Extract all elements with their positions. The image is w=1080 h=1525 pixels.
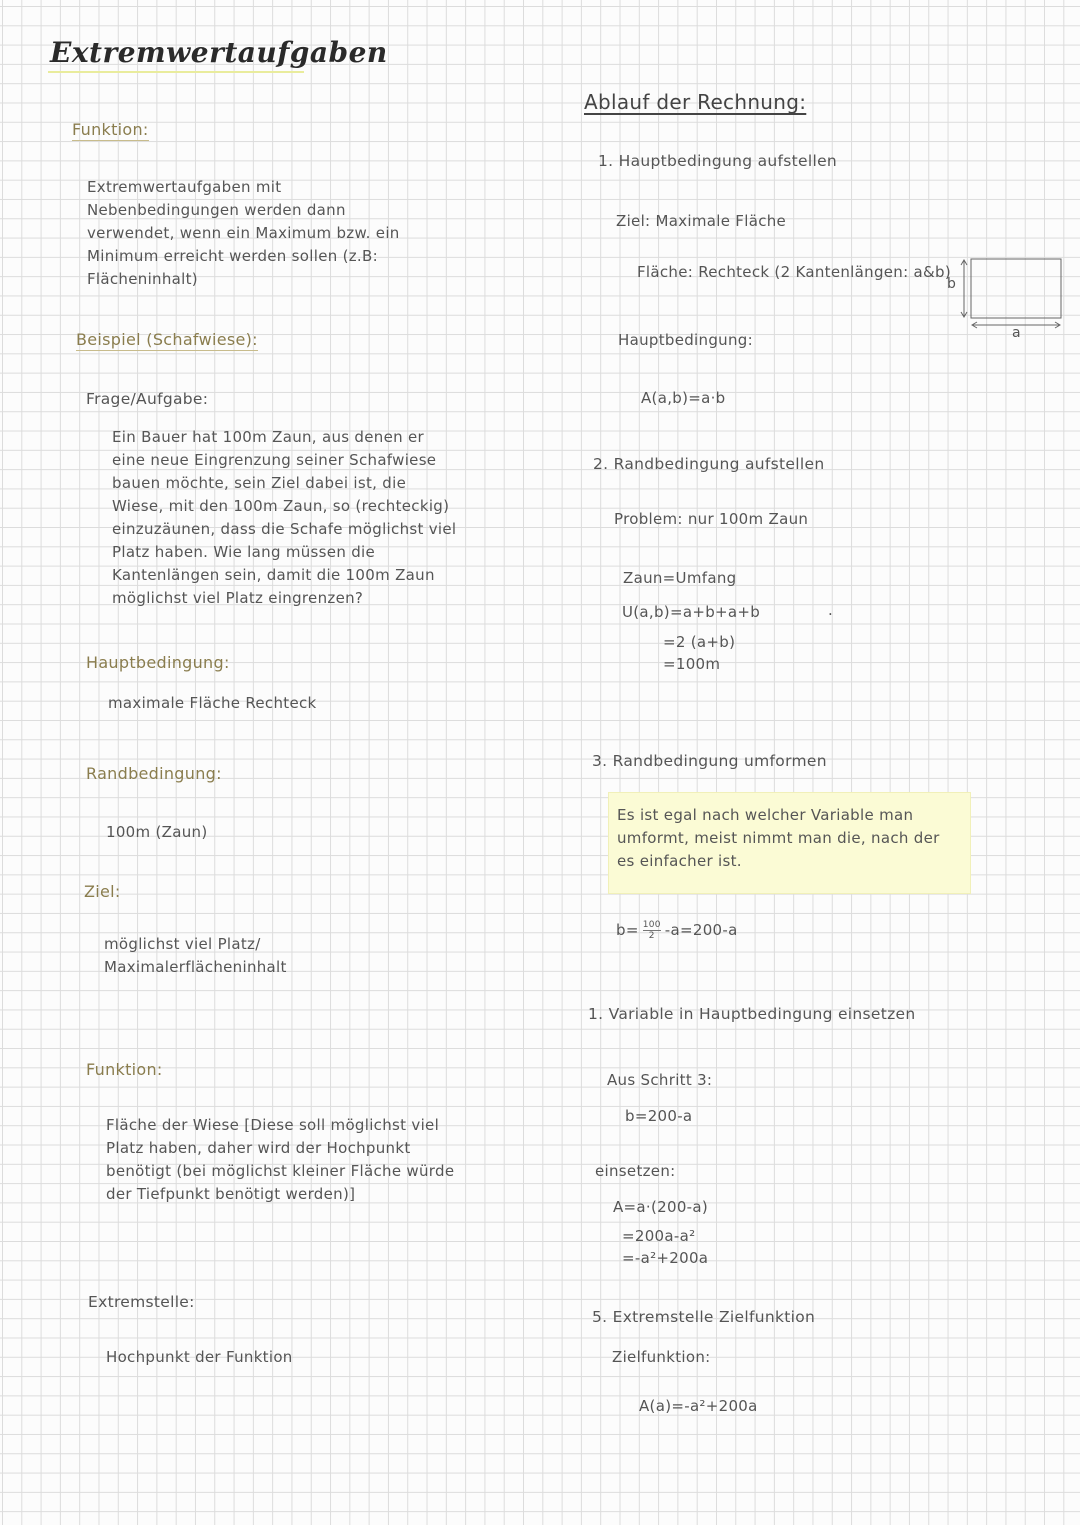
- hauptbedingung-heading: Hauptbedingung:: [86, 653, 230, 672]
- step1-formula: A(a,b)=a·b: [641, 389, 726, 407]
- rect-label-b: b: [947, 276, 957, 292]
- step3-note: Es ist egal nach welcher Variable man umformt, meist nimmt man die, nach der es einfacher ist.: [617, 806, 940, 870]
- step1-flaeche: Fläche: Rechteck (2 Kantenlängen: a&b): [637, 263, 951, 281]
- step5-heading: 5. Extremstelle Zielfunktion: [592, 1308, 816, 1326]
- randbedingung-heading: Randbedingung:: [86, 764, 222, 783]
- title-underline: [48, 71, 304, 73]
- step2-zaun: Zaun=Umfang: [623, 569, 737, 587]
- step4-einsetzen: einsetzen:: [595, 1162, 676, 1180]
- funktion-heading: Funktion:: [72, 120, 149, 139]
- step2-u1: U(a,b)=a+b+a+b: [622, 603, 761, 621]
- step4-heading: 1. Variable in Hauptbedingung einsetzen: [588, 1005, 916, 1023]
- rectangle-shape: [971, 259, 1061, 318]
- step2-u3: =100m: [663, 655, 721, 673]
- step2-dot: .: [828, 601, 834, 619]
- step5-zielfunktion: Zielfunktion:: [612, 1348, 711, 1366]
- step1-heading: 1. Hauptbedingung aufstellen: [598, 152, 838, 170]
- ablauf-heading: Ablauf der Rechnung:: [584, 90, 807, 114]
- step3-heading: 3. Randbedingung umformen: [592, 752, 827, 770]
- frage-heading: Frage/Aufgabe:: [86, 390, 209, 408]
- step2-problem: Problem: nur 100m Zaun: [614, 510, 809, 528]
- randbedingung-text: 100m (Zaun): [106, 823, 208, 841]
- step5-formula: A(a)=-a²+200a: [639, 1397, 758, 1415]
- step4-b: b=200-a: [625, 1107, 693, 1125]
- funktion2-text: Fläche der Wiese [Diese soll möglichst viel Platz haben, daher wird der Hochpunkt benötigt (bei möglichst kleiner Fläche würde der Tiefpunkt benötigt werden)]: [106, 1116, 455, 1203]
- step1-ziel: Ziel: Maximale Fläche: [616, 212, 787, 230]
- funktion2-heading: Funktion:: [86, 1060, 163, 1079]
- step3-b-suffix: -a=200-a: [664, 921, 738, 939]
- step3-frac-num: 100: [642, 920, 661, 930]
- rectangle-sketch: [944, 250, 1064, 340]
- step2-u2: =2 (a+b): [663, 633, 736, 651]
- step4-a2: =200a-a²: [622, 1227, 696, 1245]
- extremstelle-text: Hochpunkt der Funktion: [106, 1348, 293, 1366]
- step4-a1: A=a·(200-a): [613, 1198, 709, 1216]
- extremstelle-heading: Extremstelle:: [88, 1293, 195, 1311]
- hauptbedingung-text: maximale Fläche Rechteck: [108, 694, 317, 712]
- rect-label-a: a: [1012, 325, 1021, 341]
- frage-text: Ein Bauer hat 100m Zaun, aus denen er eine neue Eingrenzung seiner Schafwiese bauen möchte, sein Ziel dabei ist, die Wiese, mit den 100m Zaun, so (rechteckig) einzuzäunen, dass die Schafe möglichst viel Platz haben. Wie lang müssen die Kantenlängen sein, damit die 100m Zaun möglichst viel Platz eingrenzen?: [112, 428, 457, 607]
- step4-aus: Aus Schritt 3:: [607, 1071, 713, 1089]
- step3-b-formula: [616, 920, 738, 941]
- step1-hauptbedingung: Hauptbedingung:: [618, 331, 753, 349]
- step4-a3: =-a²+200a: [622, 1249, 709, 1267]
- beispiel-heading: Beispiel (Schafwiese):: [76, 330, 258, 349]
- ziel-heading: Ziel:: [84, 882, 121, 901]
- page-title: Extremwertaufgaben: [50, 36, 388, 69]
- step3-fraction: [643, 920, 661, 941]
- funktion-text: Extremwertaufgaben mit Nebenbedingungen werden dann verwendet, wenn ein Maximum bzw. ein Minimum erreicht werden sollen (z.B: Flächeninhalt): [87, 178, 400, 288]
- step3-b-prefix: b=: [616, 921, 639, 939]
- step2-heading: 2. Randbedingung aufstellen: [593, 455, 825, 473]
- ziel-text: möglichst viel Platz/ Maximalerflächeninhalt: [104, 935, 287, 976]
- step3-frac-den: 2: [648, 931, 655, 941]
